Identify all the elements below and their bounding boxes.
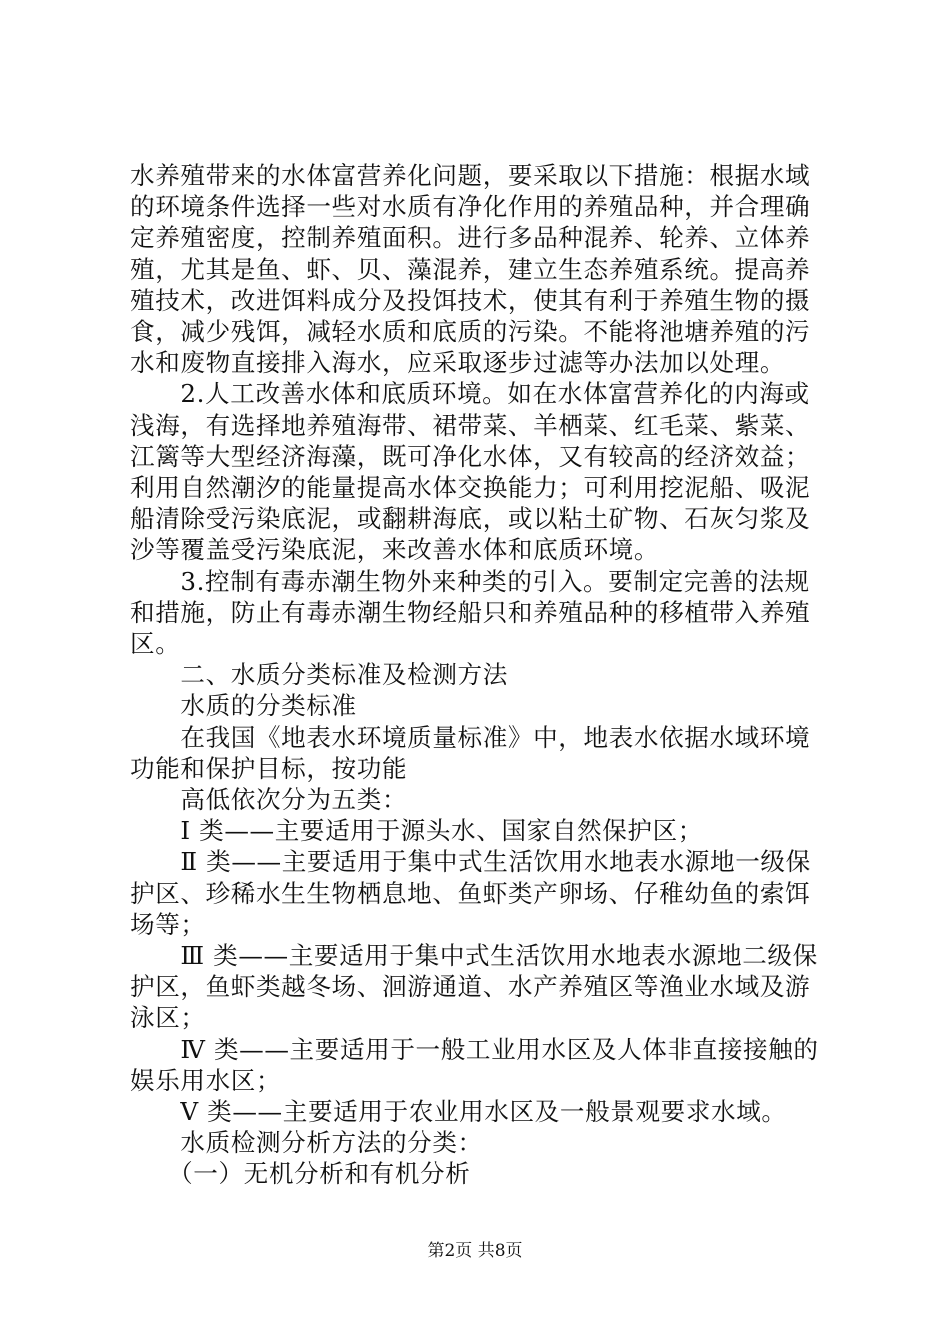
text-line: 浅海，有选择地养殖海带、裙带菜、羊栖菜、红毛菜、紫菜、 [130,410,811,440]
text-line: 水养殖带来的水体富营养化问题，要采取以下措施：根据水域 [130,161,811,190]
text-line: 3.控制有毒赤潮生物外来种类的引入。要制定完善的法规 [130,566,810,596]
text-line: 沙等覆盖受污染底泥，来改善水体和底质环境。 [130,535,660,565]
text-line: Ⅳ 类——主要适用于一般工业用水区及人体非直接接触的 [130,1034,819,1064]
text-line: 场等； [130,909,206,939]
text-line: 护区，鱼虾类越冬场、洄游通道、水产养殖区等渔业水域及游 [130,972,811,1002]
text-line: 泳区； [130,1003,206,1033]
page-footer: 第2页 共8页 [427,1241,523,1261]
text-line: 在我国《地表水环境质量标准》中，地表水依据水域环境 [130,722,811,752]
text-line: 船清除受污染底泥，或翻耕海底，或以粘土矿物、石灰匀浆及 [130,504,811,534]
text-line: Ⅲ 类——主要适用于集中式生活饮用水地表水源地二级保 [130,941,818,970]
text-line: 殖，尤其是鱼、虾、贝、藻混养，建立生态养殖系统。提高养 [130,254,811,284]
text-line: 水质的分类标准 [130,691,357,721]
text-line: 江篱等大型经济海藻，既可净化水体，又有较高的经济效益； [130,441,811,471]
text-line: 的环境条件选择一些对水质有净化作用的养殖品种，并合理确 [130,192,811,222]
text-line: Ⅰ 类——主要适用于源头水、国家自然保护区； [130,816,703,846]
text-line: 食，减少残饵，减轻水质和底质的污染。不能将池塘养殖的污 [130,317,811,346]
text-line: （一）无机分析和有机分析 [130,1159,471,1189]
text-line: 殖技术，改进饵料成分及投饵技术，使其有利于养殖生物的摄 [130,285,811,315]
text-line: 利用自然潮汐的能量提高水体交换能力；可利用挖泥船、吸泥 [130,473,811,502]
text-line: 水质检测分析方法的分类： [130,1128,483,1158]
text-line: 高低依次分为五类： [130,785,408,814]
text-line: 功能和保护目标，按功能 [130,753,408,783]
text-line: 定养殖密度，控制养殖面积。进行多品种混养、轮养、立体养 [130,223,811,253]
text-line: 区。 [130,629,181,658]
text-line: 二、水质分类标准及检测方法 [130,660,508,690]
text-line: Ⅱ 类——主要适用于集中式生活饮用水地表水源地一级保 [130,847,811,877]
text-line: 护区、珍稀水生生物栖息地、鱼虾类产卵场、仔稚幼鱼的索饵 [130,878,811,908]
text-line: Ⅴ 类——主要适用于农业用水区及一般景观要求水域。 [130,1097,787,1126]
text-line: 娱乐用水区； [130,1065,282,1095]
text-line: 2.人工改善水体和底质环境。如在水体富营养化的内海或 [130,379,810,409]
text-line: 和措施，防止有毒赤潮生物经船只和养殖品种的移植带入养殖 [130,597,811,627]
text-line: 水和废物直接排入海水，应采取逐步过滤等办法加以处理。 [130,348,786,378]
